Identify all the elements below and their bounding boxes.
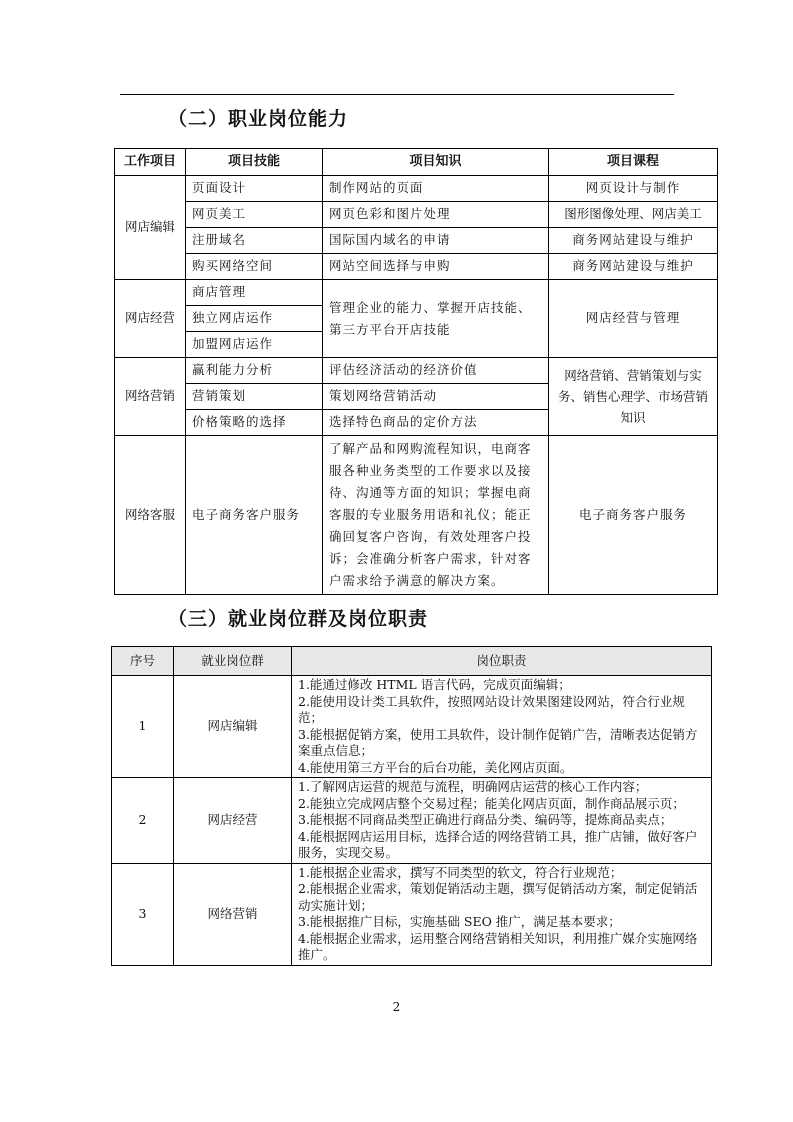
section-3-heading: （三）就业岗位群及岗位职责 [168, 608, 429, 630]
knowledge-cell: 策划网络营销活动 [323, 384, 549, 410]
header-duties: 岗位职责 [292, 647, 712, 676]
skill-cell: 加盟网店运作 [186, 332, 323, 358]
knowledge-cell: 制作网站的页面 [323, 176, 549, 202]
course-cell: 网络营销、营销策划与实务、销售心理学、市场营销知识 [549, 358, 718, 436]
table-row [115, 358, 718, 384]
duty-item: 3.能根据推广目标，实施基础 SEO 推广，满足基本要求； [298, 914, 621, 929]
course-cell: 商务网站建设与维护 [549, 254, 718, 280]
duties-cell [292, 778, 712, 864]
skill-cell: 购买网络空间 [186, 254, 323, 280]
project-cell: 网络客服 [115, 436, 186, 595]
duty-item: 1.能根据企业需求，撰写不同类型的软文，符合行业规范； [298, 864, 623, 880]
duty-item: 4.能根据网店运用目标，选择合适的网络营销工具，推广店铺，做好客户服务，实现交易。 [298, 828, 698, 860]
table-header-row [112, 647, 712, 676]
course-cell: 图形图像处理、网店美工 [549, 202, 718, 228]
table-row [112, 863, 712, 965]
duty-item: 3.能根据促销方案，使用工具软件，设计制作促销广告，清晰表达促销方案重点信息； [298, 726, 698, 758]
knowledge-cell: 网站空间选择与申购 [323, 254, 549, 280]
skill-cell: 独立网店运作 [186, 306, 323, 332]
project-cell: 网络营销 [115, 358, 186, 436]
skill-cell: 营销策划 [186, 384, 323, 410]
job-ability-table [114, 148, 718, 595]
header-skill: 项目技能 [186, 149, 323, 176]
duty-item: 3.能根据不同商品类型正确进行商品分类、编码等，提炼商品卖点； [298, 812, 673, 827]
table-row [115, 436, 718, 595]
job-group-cell: 网店编辑 [174, 676, 292, 778]
skill-cell: 价格策略的选择 [186, 410, 323, 436]
skill-cell: 页面设计 [186, 176, 323, 202]
skill-cell: 赢利能力分析 [186, 358, 323, 384]
section-2-heading: （二）职业岗位能力 [168, 108, 349, 130]
duties-cell [292, 863, 712, 965]
job-group-cell: 网店经营 [174, 778, 292, 864]
header-course: 项目课程 [549, 149, 718, 176]
project-cell: 网店经营 [115, 280, 186, 358]
header-job-group: 就业岗位群 [174, 647, 292, 676]
duty-item: 1.了解网店运营的规范与流程，明确网店运营的核心工作内容； [298, 779, 648, 794]
table-row [115, 280, 718, 306]
header-rule [120, 94, 674, 95]
course-cell: 电子商务客户服务 [549, 436, 718, 595]
number-cell: 2 [112, 778, 174, 864]
page-number: 2 [392, 1000, 401, 1014]
header-project: 工作项目 [115, 149, 186, 176]
job-duty-table [111, 646, 712, 966]
course-cell: 网店经营与管理 [549, 280, 718, 358]
duty-item: 2.能独立完成网店整个交易过程；能美化网店页面，制作商品展示页； [298, 795, 685, 811]
knowledge-cell: 评估经济活动的经济价值 [323, 358, 549, 384]
course-cell: 网页设计与制作 [549, 176, 718, 202]
table-row [115, 202, 718, 228]
table-row [115, 176, 718, 202]
skill-cell: 电子商务客户服务 [186, 436, 323, 595]
skill-cell: 商店管理 [186, 280, 323, 306]
duty-item: 2.能使用设计类工具软件，按照网站设计效果图建设网站，符合行业规范； [298, 693, 685, 725]
number-cell: 1 [112, 676, 174, 778]
header-number: 序号 [112, 647, 174, 676]
course-cell: 商务网站建设与维护 [549, 228, 718, 254]
knowledge-cell: 国际国内域名的申请 [323, 228, 549, 254]
knowledge-cell: 选择特色商品的定价方法 [323, 410, 549, 436]
knowledge-cell: 管理企业的能力、掌握开店技能、第三方平台开店技能 [323, 280, 549, 358]
project-cell: 网店编辑 [115, 176, 186, 280]
duty-item: 1.能通过修改 HTML 语言代码，完成页面编辑； [298, 677, 571, 692]
table-row [112, 676, 712, 778]
table-row [115, 254, 718, 280]
knowledge-cell: 了解产品和网购流程知识，电商客服各种业务类型的工作要求以及接待、沟通等方面的知识；掌握电商客服的专业服务用语和礼仪；能正确回复客户咨询，有效处理客户投诉；会准确分析客户需求，针对客户需求给予满意的解决方案。 [323, 436, 549, 595]
header-knowledge: 项目知识 [323, 149, 549, 176]
duty-item: 4.能使用第三方平台的后台功能，美化网店页面。 [298, 759, 573, 775]
skill-cell: 网页美工 [186, 202, 323, 228]
table-row [112, 778, 712, 864]
duty-item: 2.能根据企业需求，策划促销活动主题，撰写促销活动方案，制定促销活动实施计划； [298, 881, 698, 913]
job-group-cell: 网络营销 [174, 863, 292, 965]
knowledge-cell: 网页色彩和图片处理 [323, 202, 549, 228]
table-row [115, 228, 718, 254]
table-header-row [115, 149, 718, 176]
number-cell: 3 [112, 863, 174, 965]
duties-cell [292, 676, 712, 778]
duty-item: 4.能根据企业需求，运用整合网络营销相关知识，利用推广媒介实施网络推广。 [298, 930, 698, 962]
skill-cell: 注册域名 [186, 228, 323, 254]
